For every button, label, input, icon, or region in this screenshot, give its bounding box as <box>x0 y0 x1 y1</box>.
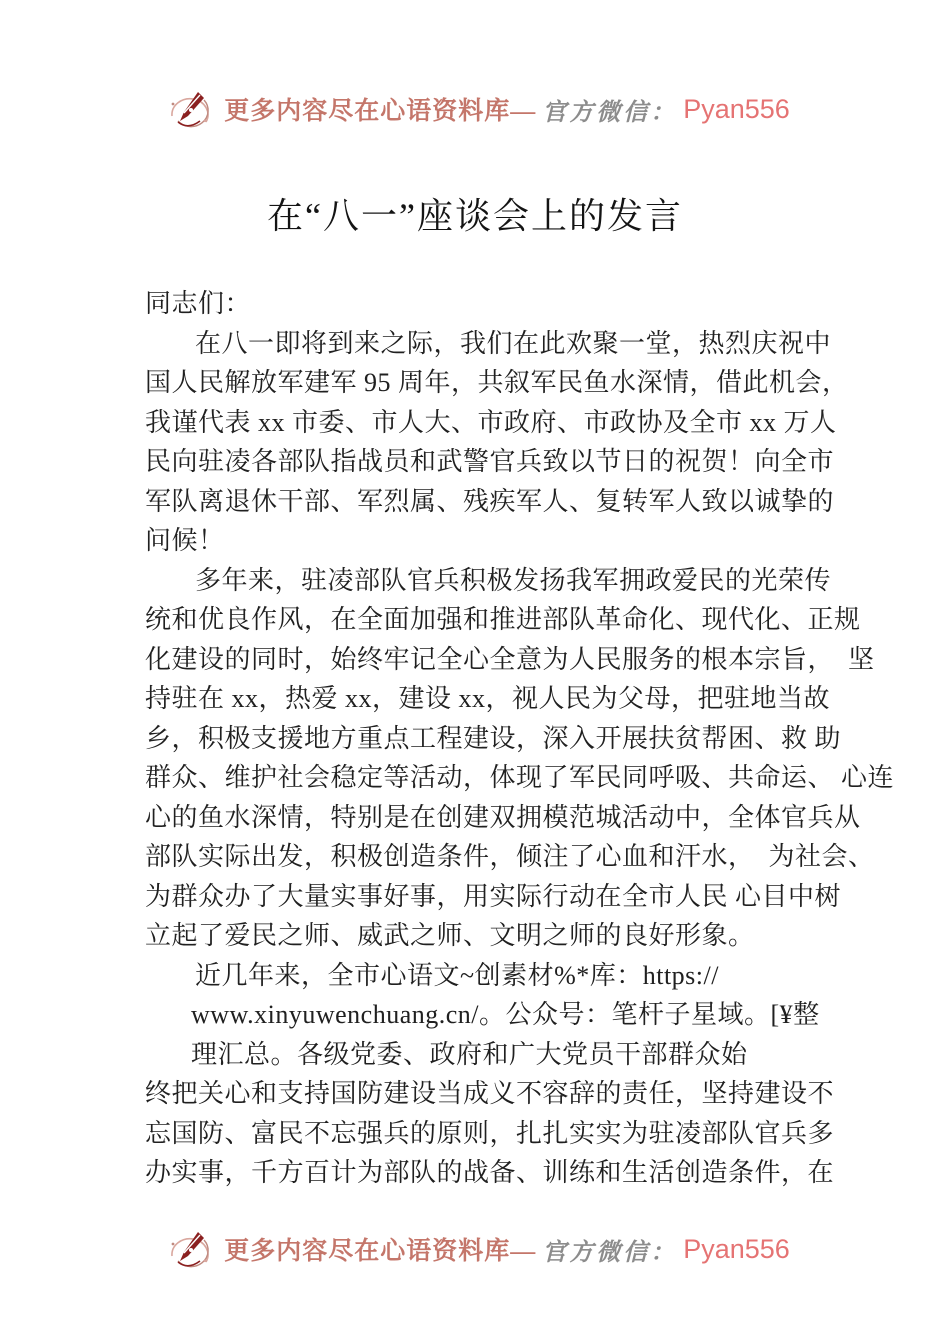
text-line: 在八一即将到来之际，我们在此欢聚一堂，热烈庆祝中 <box>195 328 832 358</box>
brand-text: 更多内容尽在心语资料库— <box>224 1238 537 1265</box>
wechat-id: Pyan556 <box>683 1233 790 1264</box>
text-line: 民向驻凌各部队指战员和武警官兵致以节日的祝贺！向全市 <box>145 447 835 476</box>
text-line: 心的鱼水深情，特别是在创建双拥模范城活动中，全体官兵从 <box>145 802 861 832</box>
text-line: 终把关心和支持国防建设当成义不容辞的责任，坚持建设不 <box>145 1079 835 1108</box>
wechat-label: 官方微信： <box>542 99 678 126</box>
text-line: 乡，积极支援地方重点工程建设，深入开展扶贫帮困、救 助 <box>145 723 842 753</box>
text-line: 部队实际出发，积极创造条件，倾注了心血和汗水， 为社会、 <box>145 842 875 871</box>
text-line: 持驻在 xx，热爱 xx，建设 xx，视人民为父母，把驻地当故 <box>145 684 831 713</box>
text-line: 理汇总。各级党委、政府和广大党员干部群众始 <box>191 1039 748 1069</box>
text-line: 国人民解放军建军 95 周年，共叙军民鱼水深情，借此机会， <box>145 368 849 397</box>
page-title: 在“八一”座谈会上的发言 <box>267 196 683 236</box>
pen-logo-icon <box>160 1220 218 1278</box>
text-line: 同志们： <box>145 289 252 318</box>
text-line: 群众、维护社会稳定等活动，体现了军民同呼吸、共命运、 心连 <box>145 763 895 792</box>
text-line: 我谨代表 xx 市委、市人大、市政府、市政协及全市 xx 万人 <box>145 407 837 437</box>
text-line: 为群众办了大量实事好事，用实际行动在全市人民 心目中树 <box>145 881 842 911</box>
text-line: 军队离退休干部、军烈属、残疾军人、复转军人致以诚挚的 <box>145 486 835 516</box>
text-line: 忘国防、富民不忘强兵的原则，扎扎实实为驻凌部队官兵多 <box>145 1118 835 1148</box>
pen-logo-icon <box>160 80 218 138</box>
text-line: 化建设的同时，始终牢记全心全意为人民服务的根本宗旨， 坚 <box>145 644 875 674</box>
document-body <box>145 284 905 1193</box>
footer-brand-bar <box>0 1220 950 1278</box>
text-line: 近几年来，全市心语文~创素材%*库：https:// <box>195 960 719 990</box>
text-line: www.xinyuwenchuang.cn/。公众号：笔杆子星域。[¥整 <box>191 1000 820 1029</box>
wechat-id: Pyan556 <box>683 93 790 124</box>
text-line: 统和优良作风，在全面加强和推进部队革命化、现代化、正规 <box>145 605 861 634</box>
text-line: 立起了爱民之师、威武之师、文明之师的良好形象。 <box>145 921 755 950</box>
header-brand-bar <box>0 80 950 138</box>
wechat-label: 官方微信： <box>542 1239 678 1266</box>
text-line: 多年来，驻凌部队官兵积极发扬我军拥政爱民的光荣传 <box>195 565 832 595</box>
brand-text: 更多内容尽在心语资料库— <box>224 98 537 125</box>
text-line: 办实事，千方百计为部队的战备、训练和生活创造条件，在 <box>145 1158 835 1187</box>
text-line: 问候！ <box>145 526 225 555</box>
